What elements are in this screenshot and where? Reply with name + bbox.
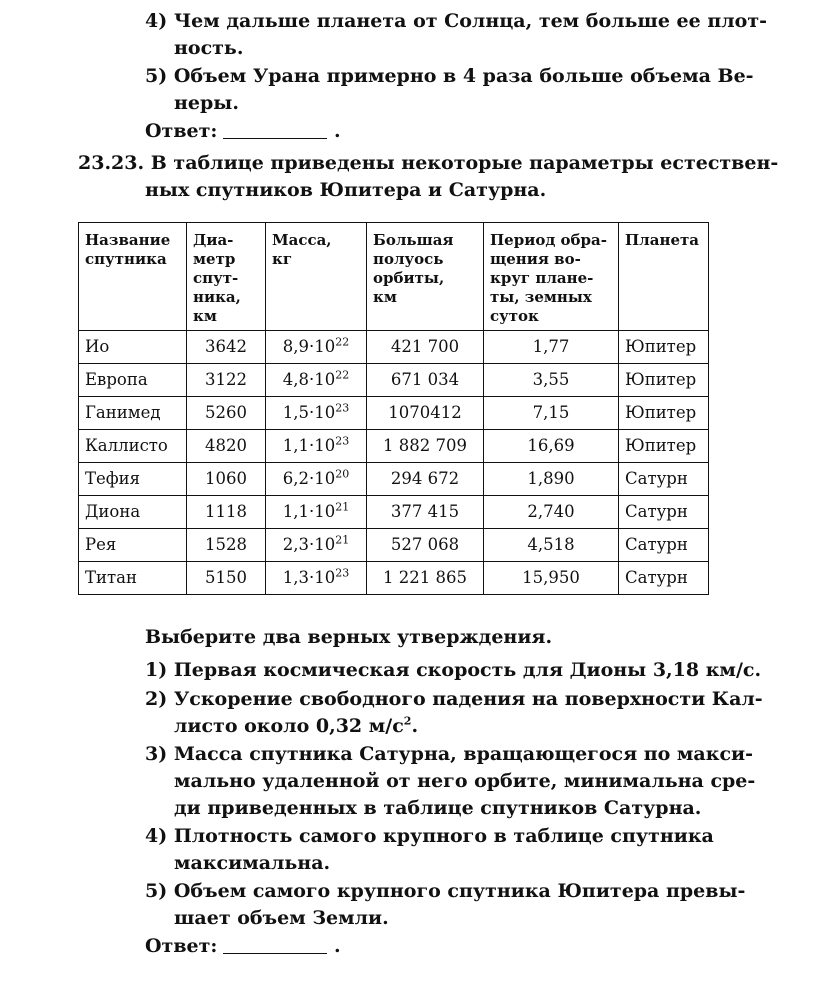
cell-period: 3,55 — [484, 364, 619, 397]
header-line: км — [373, 288, 397, 306]
prev-option-5-line1: 5) Объем Урана примерно в 4 раза больше объема Ве- — [145, 65, 754, 87]
cell-period: 7,15 — [484, 397, 619, 430]
table-row — [79, 364, 709, 397]
mass-mantissa: 1,3·10 — [282, 568, 336, 587]
mass-mantissa: 1,5·10 — [282, 403, 336, 422]
cell-mass — [266, 397, 367, 430]
table-header-row — [79, 223, 709, 331]
mass-exponent: 22 — [335, 335, 350, 349]
cell-period: 1,890 — [484, 463, 619, 496]
cell-semi-major-axis: 1070412 — [367, 397, 484, 430]
header-diameter — [187, 223, 266, 331]
cell-period: 4,518 — [484, 529, 619, 562]
header-line: спутника — [85, 250, 167, 268]
header-line: Название — [85, 231, 171, 249]
prev-option-4-line2: ность. — [174, 37, 244, 59]
cell-semi-major-axis: 1 221 865 — [367, 562, 484, 595]
cell-satellite-name: Каллисто — [79, 430, 187, 463]
header-line: Период обра- — [490, 231, 607, 249]
cell-mass — [266, 463, 367, 496]
cell-planet: Юпитер — [619, 397, 709, 430]
header-line: спут- — [193, 269, 239, 287]
cell-mass — [266, 331, 367, 364]
option-1: 1) Первая космическая скорость для Дионы 3,18 км/с. — [145, 659, 762, 681]
cell-diameter: 3642 — [187, 331, 266, 364]
header-line: полуось — [373, 250, 444, 268]
header-line: орбиты, — [373, 269, 445, 287]
option-2-line1: 2) Ускорение свободного падения на поверхности Кал- — [145, 688, 763, 710]
cell-satellite-name: Европа — [79, 364, 187, 397]
cell-diameter: 1528 — [187, 529, 266, 562]
mass-exponent: 23 — [335, 434, 350, 448]
cell-semi-major-axis: 294 672 — [367, 463, 484, 496]
mass-mantissa: 2,3·10 — [282, 535, 336, 554]
satellites-table — [78, 222, 709, 595]
cell-semi-major-axis: 421 700 — [367, 331, 484, 364]
cell-mass — [266, 496, 367, 529]
header-line: метр — [193, 250, 236, 268]
cell-planet: Юпитер — [619, 430, 709, 463]
mass-exponent: 23 — [335, 566, 350, 580]
option-2-period: . — [411, 715, 419, 737]
mass-mantissa: 1,1·10 — [282, 502, 336, 521]
table-row — [79, 529, 709, 562]
cell-planet: Сатурн — [619, 496, 709, 529]
table-row — [79, 562, 709, 595]
mass-mantissa: 4,8·10 — [282, 370, 336, 389]
table-row — [79, 430, 709, 463]
cell-diameter: 1060 — [187, 463, 266, 496]
option-2-text: листо около 0,32 м/с — [174, 715, 404, 737]
table-body — [79, 331, 709, 595]
cell-diameter: 4820 — [187, 430, 266, 463]
cell-diameter: 3122 — [187, 364, 266, 397]
header-line: щения во- — [490, 250, 581, 268]
header-line: круг плане- — [490, 269, 594, 287]
cell-satellite-name: Ио — [79, 331, 187, 364]
option-5-line1: 5) Объем самого крупного спутника Юпитера превы- — [145, 880, 746, 902]
option-4-line2: максимальна. — [174, 852, 331, 874]
table-row — [79, 331, 709, 364]
cell-planet: Юпитер — [619, 331, 709, 364]
option-2-line2 — [174, 713, 418, 739]
cell-diameter: 5150 — [187, 562, 266, 595]
answer-line: Ответ: . — [145, 935, 341, 957]
option-3-line1: 3) Масса спутника Сатурна, вращающегося по макси- — [145, 743, 753, 765]
problem-intro-line2: ных спутников Юпитера и Сатурна. — [145, 179, 547, 201]
prev-answer-blank — [223, 120, 327, 139]
header-line: Диа- — [193, 231, 234, 249]
option-3-line3: ди приведенных в таблице спутников Сатурна. — [174, 797, 702, 819]
answer-blank — [223, 935, 327, 954]
cell-planet: Юпитер — [619, 364, 709, 397]
cell-period: 2,740 — [484, 496, 619, 529]
prev-answer-label: Ответ: — [145, 120, 218, 142]
cell-satellite-name: Ганимед — [79, 397, 187, 430]
header-line: Большая — [373, 231, 454, 249]
cell-planet: Сатурн — [619, 463, 709, 496]
header-line: ты, земных — [490, 288, 592, 306]
problem-intro-line1 — [78, 150, 778, 176]
prev-answer-line: Ответ: . — [145, 120, 341, 142]
cell-satellite-name: Тефия — [79, 463, 187, 496]
cell-planet: Сатурн — [619, 529, 709, 562]
cell-mass — [266, 364, 367, 397]
cell-mass — [266, 430, 367, 463]
mass-exponent: 22 — [335, 368, 350, 382]
mass-exponent: 23 — [335, 401, 350, 415]
header-line: Планета — [625, 231, 699, 249]
mass-mantissa: 1,1·10 — [282, 436, 336, 455]
header-line: суток — [490, 307, 539, 325]
mass-exponent: 21 — [335, 533, 350, 547]
mass-exponent: 20 — [335, 467, 350, 481]
cell-semi-major-axis: 1 882 709 — [367, 430, 484, 463]
problem-intro-text1: В таблице приведены некоторые параметры естествен- — [150, 152, 779, 174]
mass-exponent: 21 — [335, 500, 350, 514]
header-name — [79, 223, 187, 331]
header-line: км — [193, 307, 217, 325]
answer-label: Ответ: — [145, 935, 218, 957]
cell-period: 15,950 — [484, 562, 619, 595]
cell-satellite-name: Диона — [79, 496, 187, 529]
cell-satellite-name: Рея — [79, 529, 187, 562]
header-planet — [619, 223, 709, 331]
header-line: кг — [272, 250, 293, 268]
header-period — [484, 223, 619, 331]
option-3-line2: мально удаленной от него орбите, минимальна сре- — [174, 770, 756, 792]
cell-diameter: 1118 — [187, 496, 266, 529]
cell-period: 16,69 — [484, 430, 619, 463]
task-prompt: Выберите два верных утверждения. — [145, 626, 553, 648]
table-row — [79, 496, 709, 529]
cell-satellite-name: Титан — [79, 562, 187, 595]
cell-semi-major-axis: 377 415 — [367, 496, 484, 529]
mass-mantissa: 6,2·10 — [282, 469, 336, 488]
option-2-exponent: 2 — [403, 714, 412, 728]
table-row — [79, 397, 709, 430]
header-line: Масса, — [272, 231, 332, 249]
prev-option-4-line1: 4) Чем дальше планета от Солнца, тем больше ее плот- — [145, 10, 767, 32]
cell-mass — [266, 562, 367, 595]
header-line: ника, — [193, 288, 241, 306]
header-mass — [266, 223, 367, 331]
cell-planet: Сатурн — [619, 562, 709, 595]
cell-semi-major-axis: 671 034 — [367, 364, 484, 397]
cell-semi-major-axis: 527 068 — [367, 529, 484, 562]
option-5-line2: шает объем Земли. — [174, 907, 389, 929]
header-semi-major-axis — [367, 223, 484, 331]
option-4-line1: 4) Плотность самого крупного в таблице спутника — [145, 825, 714, 847]
prev-option-5-line2: неры. — [174, 92, 239, 114]
cell-period: 1,77 — [484, 331, 619, 364]
mass-mantissa: 8,9·10 — [282, 337, 336, 356]
table-row — [79, 463, 709, 496]
cell-diameter: 5260 — [187, 397, 266, 430]
cell-mass — [266, 529, 367, 562]
problem-number: 23.23. — [78, 152, 145, 174]
